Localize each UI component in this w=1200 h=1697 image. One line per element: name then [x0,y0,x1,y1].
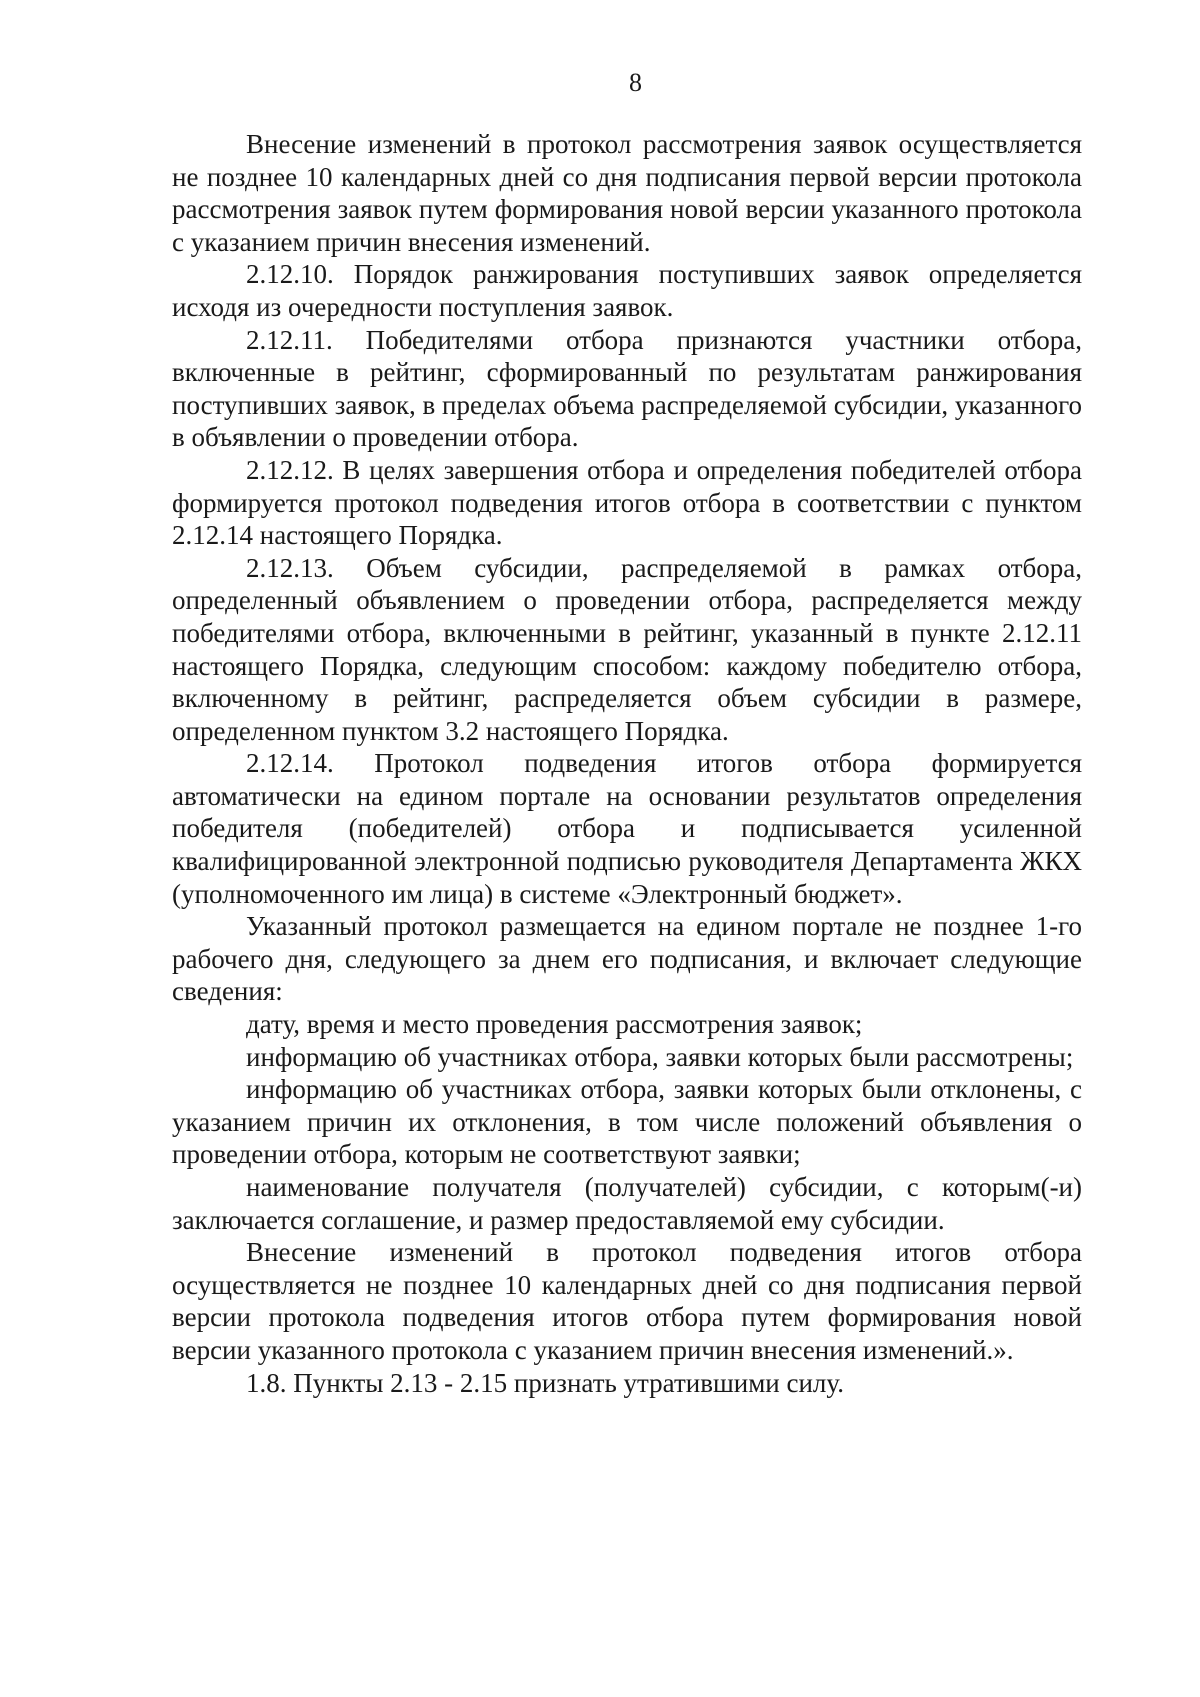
list-item-rejected-participants: информацию об участниках отбора, заявки которых были отклонены, с указанием причин их отклонения, в том числе положений объявления о проведении отбора, которым не соответствуют заявки; [172,1074,1082,1170]
paragraph-1-8: 1.8. Пункты 2.13 - 2.15 признать утратившими силу. [246,1367,844,1398]
paragraph-2-12-13: 2.12.13. Объем субсидии, распределяемой в рамках отбора, определенный объявлением о проведении отбора, распределяется между победителями отбора, включенными в рейтинг, указанный в пункте 2.12.11 настоящего Порядка, следующим способом: каждому победителю отбора, включенному в рейтинг, распределяется объем субсидии в размере, определенном пунктом 3.2 настоящего Порядка. [172,552,1082,746]
document-body [172,128,1082,1399]
list-item-reviewed-participants: информацию об участниках отбора, заявки которых были рассмотрены; [246,1041,1074,1072]
paragraph-protocol-review-amendments: Внесение изменений в протокол рассмотрения заявок осуществляется не позднее 10 календарных дней со дня подписания первой версии протокола рассмотрения заявок путем формирования новой версии указанного протокола с указанием причин внесения изменений. [172,129,1082,257]
paragraph-2-12-12: 2.12.12. В целях завершения отбора и определения победителей отбора формируется протокол подведения итогов отбора в соответствии с пунктом 2.12.14 настоящего Порядка. [172,454,1082,551]
list-item-date-time-place: дату, время и место проведения рассмотрения заявок; [246,1009,863,1040]
paragraph-protocol-publication: Указанный протокол размещается на едином портале не позднее 1-го рабочего дня, следующего за днем его подписания, и включает следующие сведения: [172,911,1082,1007]
paragraph-2-12-14: 2.12.14. Протокол подведения итогов отбора формируется автоматически на едином портале на основании результатов определения победителя (победителей) отбора и подписывается усиленной квалифицированной электронной подписью руководителя Департамента ЖКХ (уполномоченного им лица) в системе «Электронный бюджет». [172,748,1082,909]
paragraph-2-12-10: 2.12.10. Порядок ранжирования поступивших заявок определяется исходя из очередности поступления заявок. [172,259,1082,322]
page-number: 8 [629,68,642,97]
paragraph-results-protocol-amendments: Внесение изменений в протокол подведения итогов отбора осуществляется не позднее 10 календарных дней со дня подписания первой версии протокола подведения итогов отбора путем формирования новой версии указанного протокола с указанием причин внесения изменений.». [172,1237,1082,1365]
list-item-recipient-name: наименование получателя (получателей) субсидии, с которым(-и) заключается соглашение, и размер предоставляемой ему субсидии. [172,1172,1082,1235]
paragraph-2-12-11: 2.12.11. Победителями отбора признаются участники отбора, включенные в рейтинг, сформированный по результатам ранжирования поступивших заявок, в пределах объема распределяемой субсидии, указанного в объявлении о проведении отбора. [172,324,1082,453]
